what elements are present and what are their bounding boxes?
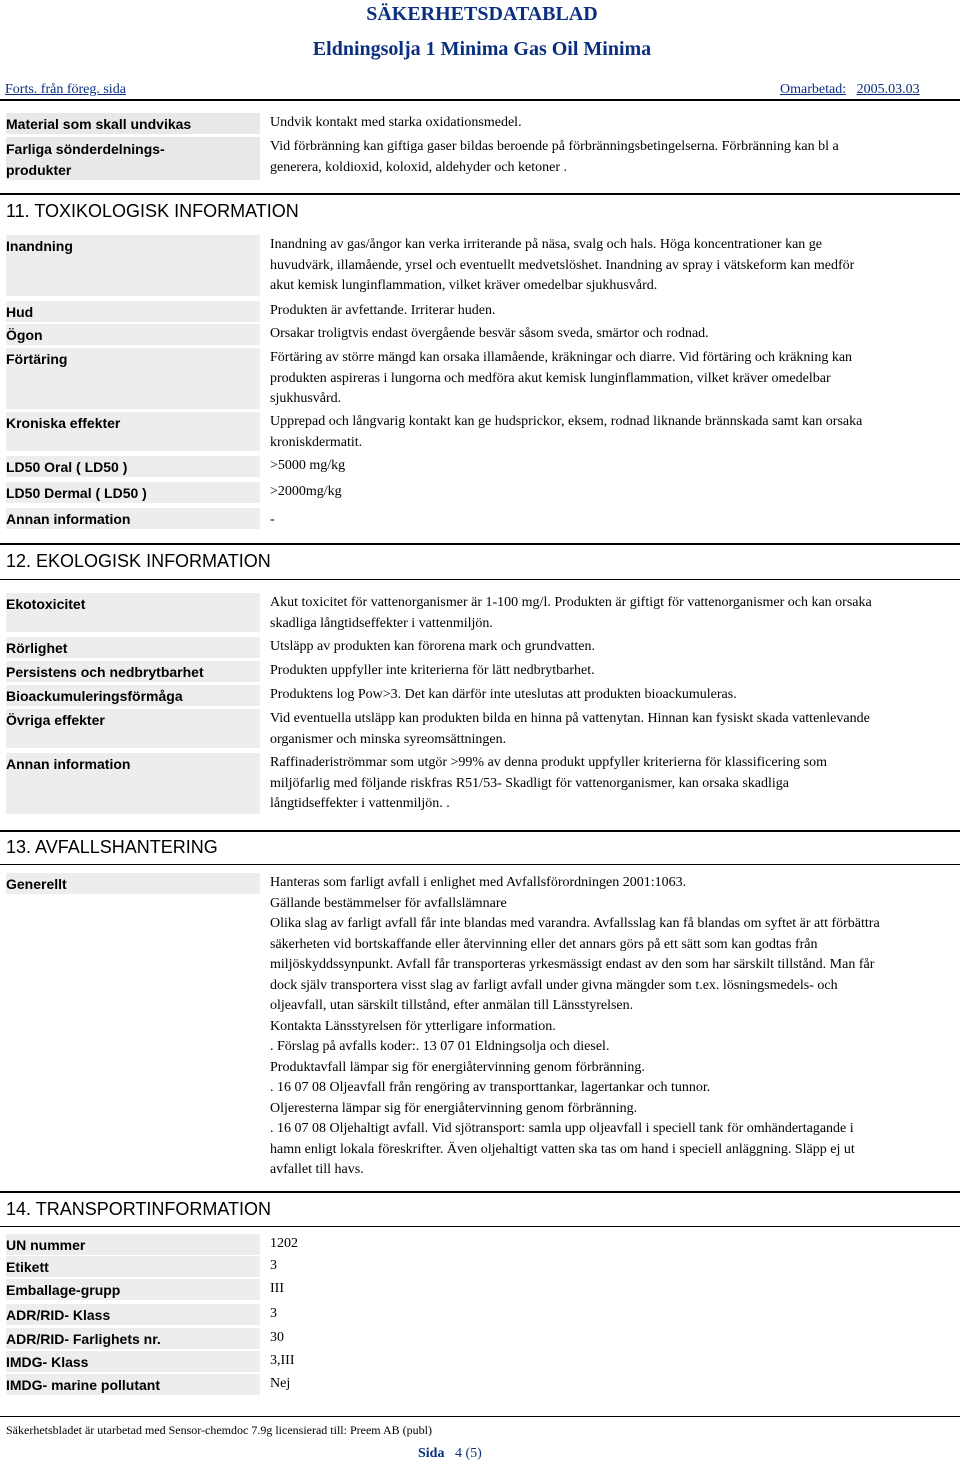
row-value: Vid förbränning kan giftiga gaser bildas beroende på förbränningsbetingelserna. Förbränning kan bl a generera, koldioxid, koloxid, aldehyder och ketoner . bbox=[270, 139, 839, 175]
row-label: ADR/RID- Farlighets nr. bbox=[6, 1328, 260, 1349]
revised-label: Omarbetad: bbox=[780, 82, 847, 97]
row-label: Rörlighet bbox=[6, 637, 260, 658]
page-number bbox=[418, 1446, 482, 1462]
row-label: Farliga sönderdelnings- produkter bbox=[6, 137, 260, 180]
section-subdivider bbox=[0, 579, 960, 580]
row-value: >5000 mg/kg bbox=[270, 458, 346, 473]
page-label: Sida bbox=[418, 1446, 445, 1461]
section-subdivider bbox=[0, 864, 960, 865]
row-label: Hud bbox=[6, 301, 260, 322]
row-label: UN nummer bbox=[6, 1234, 260, 1255]
row-label: Generellt bbox=[6, 873, 260, 894]
row-label: Material som skall undvikas bbox=[6, 113, 260, 134]
row-value: 3 bbox=[270, 1306, 277, 1321]
row-value: >2000mg/kg bbox=[270, 484, 342, 499]
page-value: 4 (5) bbox=[454, 1446, 482, 1461]
row-value: Orsakar troligtvis endast övergående besvär såsom sveda, smärtor och rodnad. bbox=[270, 326, 709, 341]
section-subdivider bbox=[0, 1226, 960, 1227]
row-label: Persistens och nedbrytbarhet bbox=[6, 661, 260, 682]
section-heading-ecology: 12. EKOLOGISK INFORMATION bbox=[6, 551, 271, 571]
row-label: Annan information bbox=[6, 753, 260, 814]
row-label: Förtäring bbox=[6, 348, 260, 409]
section-divider bbox=[0, 1191, 960, 1193]
row-label: Kroniska effekter bbox=[6, 412, 260, 451]
section-heading-transport: 14. TRANSPORTINFORMATION bbox=[6, 1199, 272, 1219]
row-value: Förtäring av större mängd kan orsaka illamående, kräkningar och diarre. Vid förtäring och kräkning kan produkten aspireras i lungorna och medföra akut kemisk lunginflammation, vilket kräver omedelbar sjukhusvård. bbox=[270, 350, 853, 406]
row-label: Inandning bbox=[6, 235, 260, 296]
revision-info bbox=[780, 82, 920, 98]
revised-date: 2005.03.03 bbox=[856, 82, 920, 97]
row-value: Produktens log Pow>3. Det kan därför inte uteslutas att produkten bioackumuleras. bbox=[270, 687, 737, 702]
row-label: Annan information bbox=[6, 508, 260, 529]
row-value: 30 bbox=[270, 1330, 284, 1345]
product-name: Eldningsolja 1 Minima Gas Oil Minima bbox=[312, 38, 652, 60]
section-divider bbox=[0, 830, 960, 832]
continued-from-previous-page: Forts. från föreg. sida bbox=[5, 82, 126, 97]
section-heading-toxicology: 11. TOXIKOLOGISK INFORMATION bbox=[6, 201, 299, 221]
row-label: Övriga effekter bbox=[6, 709, 260, 748]
row-label: Emballage-grupp bbox=[6, 1279, 260, 1300]
row-value: Produkten uppfyller inte kriterierna för lätt nedbrytbarhet. bbox=[270, 663, 595, 678]
row-value: Akut toxicitet för vattenorganismer är 1-100 mg/l. Produkten är giftigt för vattenorganismer och kan orsaka skadliga långtidseffekter i vattenmiljön. bbox=[270, 595, 872, 631]
row-label: Etikett bbox=[6, 1256, 260, 1277]
row-label: Ögon bbox=[6, 324, 260, 345]
row-value: 3 bbox=[270, 1258, 277, 1273]
row-value: Upprepad och långvarig kontakt kan ge hudsprickor, eksem, rodnad liknande brännskada samt kan orsaka kroniskdermatit. bbox=[270, 414, 863, 450]
row-label: LD50 Dermal ( LD50 ) bbox=[6, 482, 260, 503]
row-value: Utsläpp av produkten kan förorena mark och grundvatten. bbox=[270, 639, 596, 654]
row-label: LD50 Oral ( LD50 ) bbox=[6, 456, 260, 477]
row-label: ADR/RID- Klass bbox=[6, 1304, 260, 1325]
row-value: Hanteras som farligt avfall i enlighet med Avfallsförordningen 2001:1063. Gällande bestämmelser för avfallslämnare Olika slag av farligt avfall får inte blandas med varandra. Avfallsslag kan få blandas om syftet är att förbättra säkerheten vid bortskaffande eller återvinning eller det annars görs på ett sätt som kan godtas från miljöskyddssynpunkt. Avfall får transporteras yrkesmässigt endast av den som har särskilt tillstånd. Man får dock själv transportera visst slag av farligt avfall under givna mängder som t.ex. lösningsmedels- och oljeavfall, utan särskilt tillstånd, efter anmälan till Länsstyrelsen. Kontakta Länsstyrelsen för ytterligare information. . Förslag på avfalls koder:. 13 07 01 Eldningsolja och diesel. Produktavfall lämpar sig för energiåtervinning genom förbränning. . 16 07 08 Oljeavfall från rengöring av transporttankar, lagertankar och tunnor. Oljeresterna lämpar sig för energiåtervinning genom förbränning. . 16 07 08 Oljehaltigt avfall. Vid sjötransport: samla upp oljeavfall i speciell tank för omhändertagande i hamn enligt lokala föreskrifter. Även oljehaltigt vatten ska tas om hand i speciell anläggning. Släpp ej ut avfallet till havs. bbox=[270, 875, 880, 1177]
row-label: IMDG- marine pollutant bbox=[6, 1374, 260, 1395]
section-divider bbox=[0, 543, 960, 545]
section-heading-disposal: 13. AVFALLSHANTERING bbox=[6, 837, 218, 857]
row-value: Undvik kontakt med starka oxidationsmedel. bbox=[270, 115, 522, 130]
row-value: Nej bbox=[270, 1376, 291, 1391]
footer-divider bbox=[0, 1416, 960, 1417]
row-value: Inandning av gas/ångor kan verka irriterande på näsa, svalg och hals. Höga koncentrationer kan ge huvudvärk, illamående, yrsel och eventuellt medvetslöshet. Inandning av spray i vätskeform kan medför akut kemisk lunginflammation, vilket kräver omedelbar sjukhusvård. bbox=[270, 237, 855, 293]
row-label: Bioackumuleringsförmåga bbox=[6, 685, 260, 706]
row-value: 1202 bbox=[270, 1236, 298, 1251]
row-value: - bbox=[270, 512, 275, 527]
header-divider bbox=[0, 99, 960, 101]
row-value: 3,III bbox=[270, 1353, 295, 1368]
row-value: Raffinaderiströmmar som utgör >99% av denna produkt uppfyller kriterierna för klassificering som miljöfarlig med följande riskfras R51/53- Skadligt för vattenorganismer, kan orsaka skadliga långtidseffekter i vattenmiljön. . bbox=[270, 755, 827, 811]
row-label: Ekotoxicitet bbox=[6, 593, 260, 632]
document-title: SÄKERHETSDATABLAD bbox=[366, 3, 598, 25]
row-label: IMDG- Klass bbox=[6, 1351, 260, 1372]
section-divider bbox=[0, 193, 960, 195]
footer-note: Säkerhetsbladet är utarbetad med Sensor-chemdoc 7.9g licensierad till: Preem AB (publ) bbox=[6, 1423, 432, 1437]
row-value: Produkten är avfettande. Irriterar huden. bbox=[270, 303, 496, 318]
row-value: III bbox=[270, 1281, 284, 1296]
row-value: Vid eventuella utsläpp kan produkten bilda en hinna på vattenytan. Hinnan kan fysiskt skada vattenlevande organismer och minska syreomsättningen. bbox=[270, 711, 870, 747]
